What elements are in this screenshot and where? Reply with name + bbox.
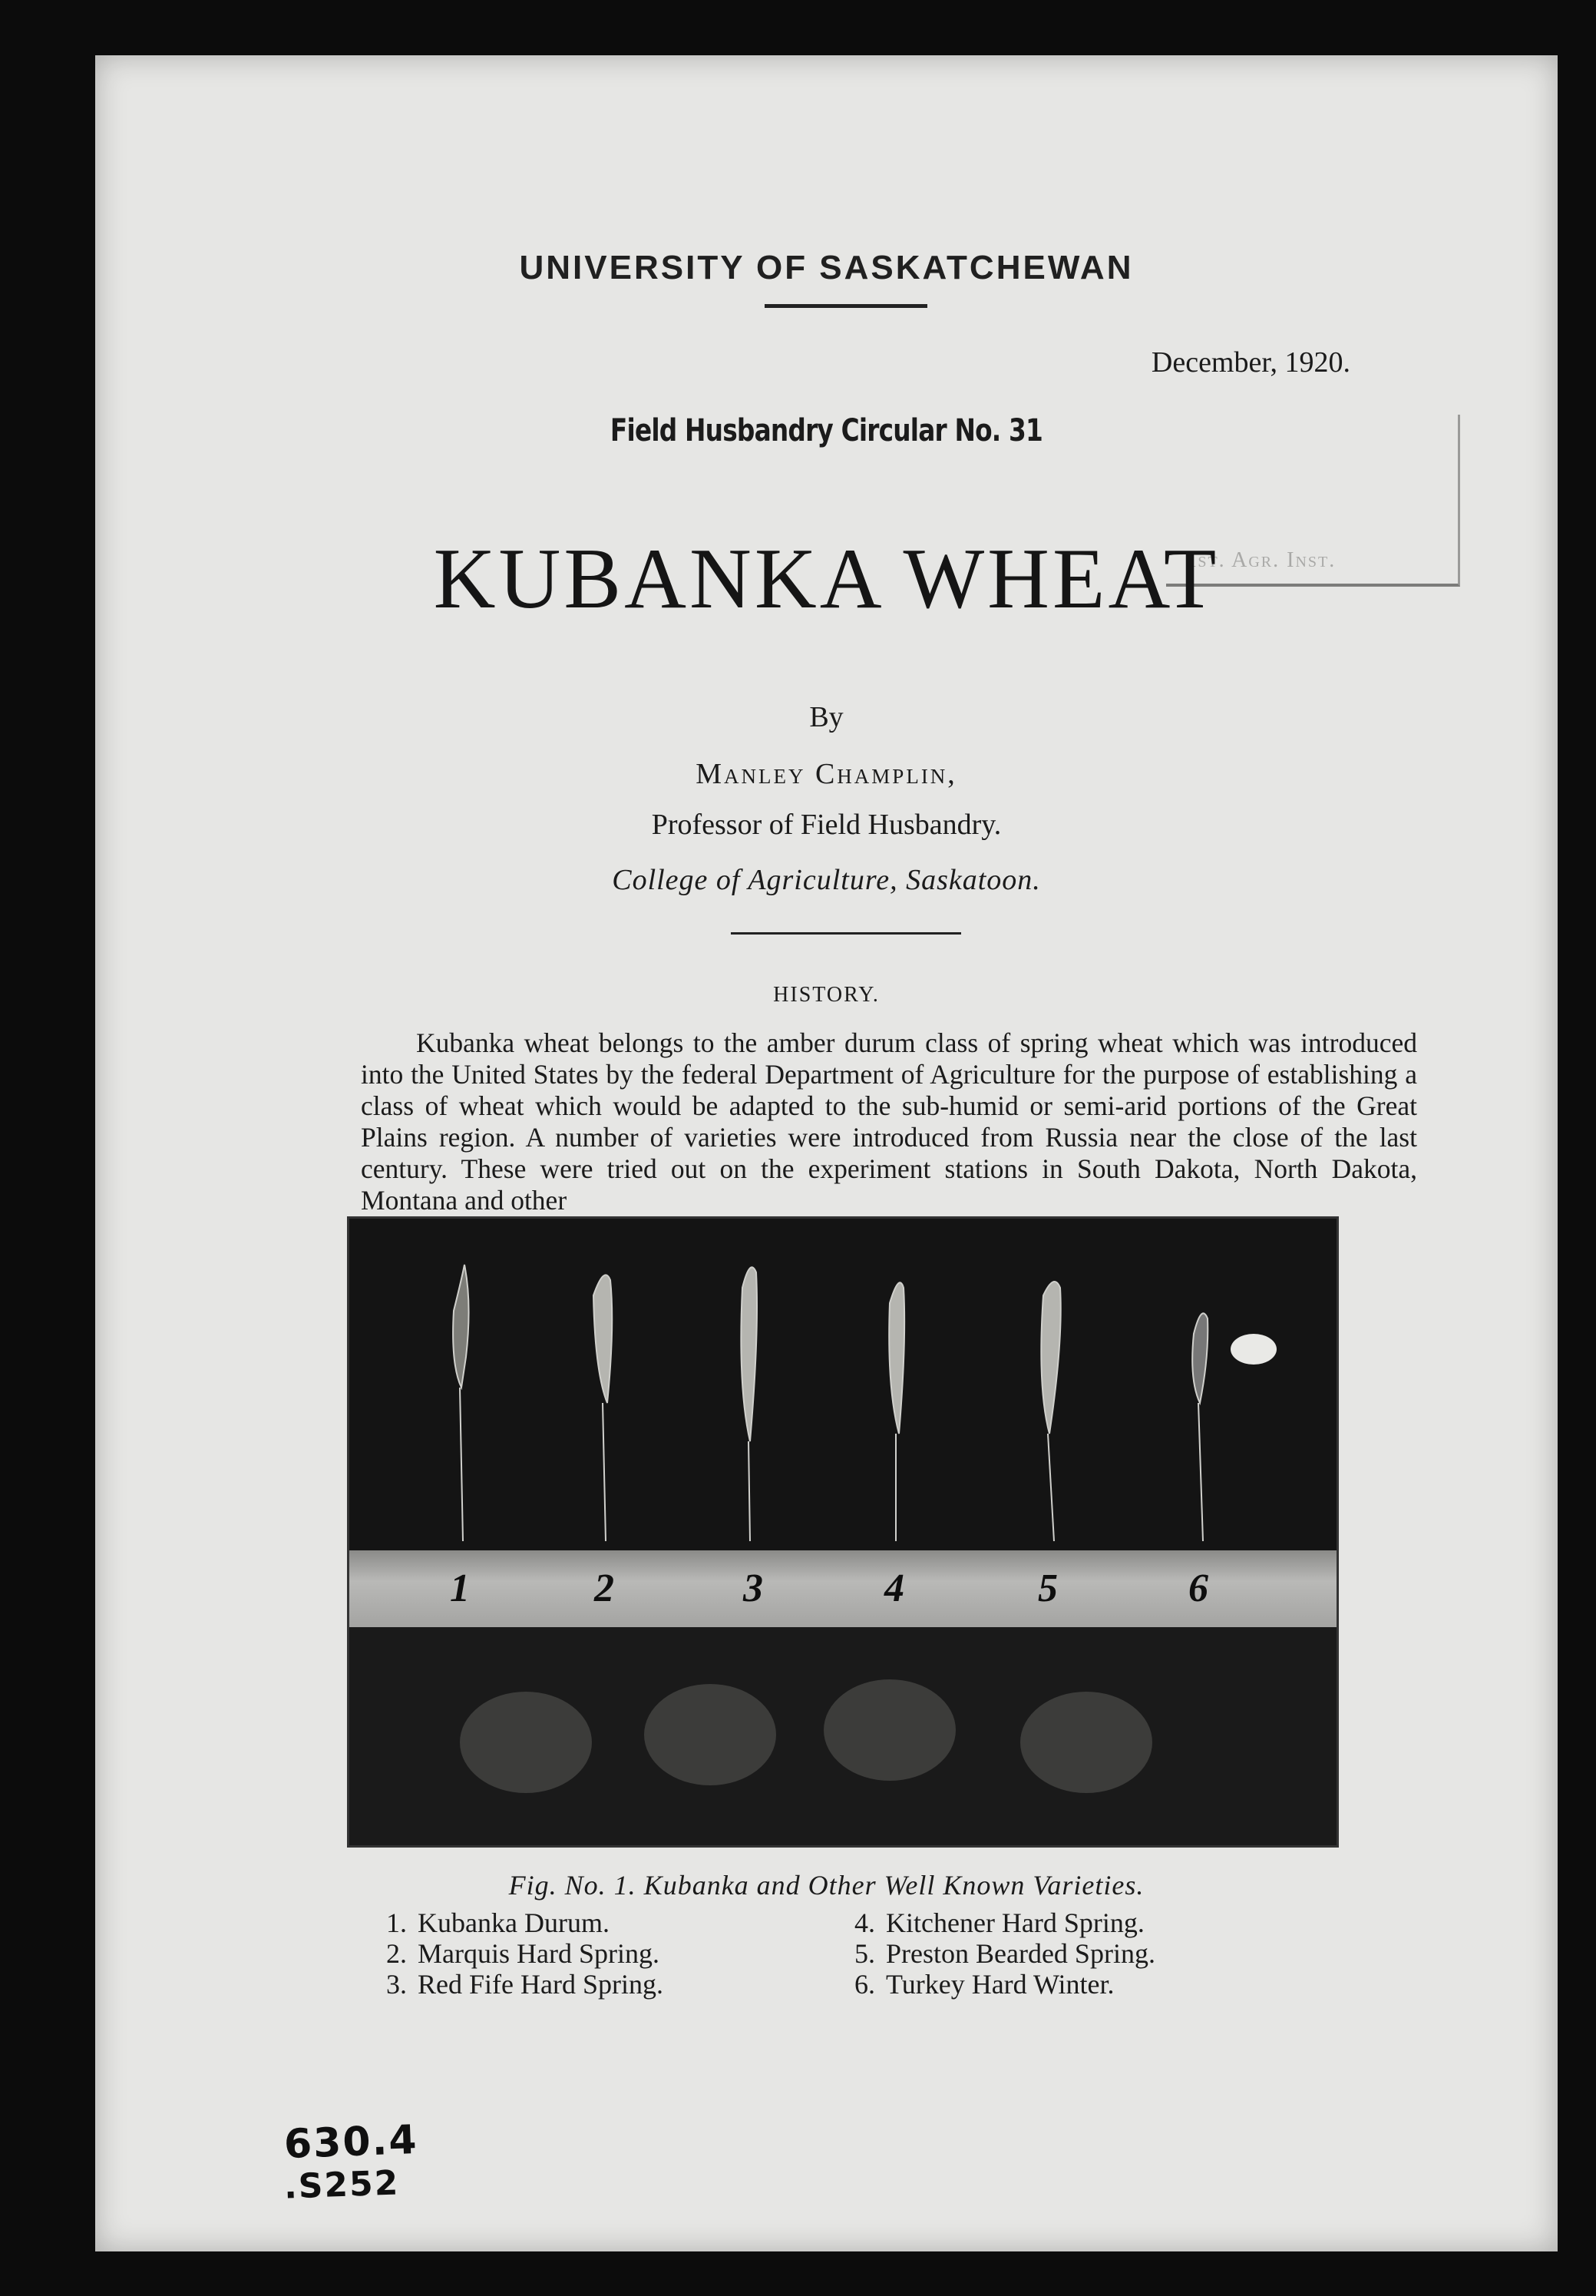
publication-date: December, 1920.	[1151, 346, 1350, 379]
wheat-photograph	[347, 1216, 1339, 1848]
variety-number-2: 2	[594, 1567, 614, 1610]
variety-number-5: 5	[1038, 1567, 1058, 1610]
document-title: KUBANKA WHEAT	[433, 531, 1220, 627]
wheat-heads-panel	[349, 1219, 1337, 1550]
list-item: 5. Preston Bearded Spring.	[854, 1938, 1155, 1969]
variety-number-3: 3	[743, 1567, 763, 1610]
author-position: Professor of Field Husbandry.	[651, 809, 1002, 841]
grain-samples-panel	[349, 1627, 1337, 1845]
list-item: 3. Red Fife Hard Spring.	[386, 1969, 663, 2000]
library-stamp-text: Ist. Agr. Inst.	[1189, 548, 1337, 572]
list-item: 4. Kitchener Hard Spring.	[854, 1907, 1145, 1938]
byline: By	[809, 701, 844, 733]
author-name: Manley Champlin,	[696, 758, 957, 790]
list-item: 1. Kubanka Durum.	[386, 1907, 610, 1938]
title-rule	[731, 932, 961, 935]
call-number-line-1: 630.4	[283, 2116, 419, 2169]
section-heading: HISTORY.	[773, 983, 880, 1007]
figure-caption: Fig. No. 1. Kubanka and Other Well Known Varieties.	[508, 1870, 1145, 1901]
variety-number-1: 1	[450, 1567, 470, 1610]
university-name: UNIVERSITY OF SASKATCHEWAN	[519, 249, 1134, 286]
circular-number: Field Husbandry Circular No. 31	[610, 413, 1043, 448]
call-number-line-2: .S252	[283, 2163, 401, 2207]
variety-list	[95, 1907, 1558, 2015]
list-item: 6. Turkey Hard Winter.	[854, 1969, 1115, 2000]
grain-samples-illustration	[349, 1627, 1337, 1845]
variety-number-6: 6	[1188, 1567, 1208, 1610]
header-rule	[765, 304, 927, 308]
history-paragraph: Kubanka wheat belongs to the amber durum class of spring wheat which was introduced into the United States by the federal Department of Agriculture for the purpose of establishing a class of wheat which would be adapted to the sub-humid or semi-arid portions of the Great Plains region. A number of varieties were introduced from Russia near the close of the last century. These were tried out on the experiment stations in South Dakota, North Dakota, Montana and other	[361, 1027, 1417, 1216]
author-college: College of Agriculture, Saskatoon.	[612, 864, 1041, 896]
list-item: 2. Marquis Hard Spring.	[386, 1938, 659, 1969]
wheat-heads-illustration	[349, 1219, 1337, 1550]
variety-number-4: 4	[884, 1567, 904, 1610]
document-page	[95, 55, 1558, 2251]
